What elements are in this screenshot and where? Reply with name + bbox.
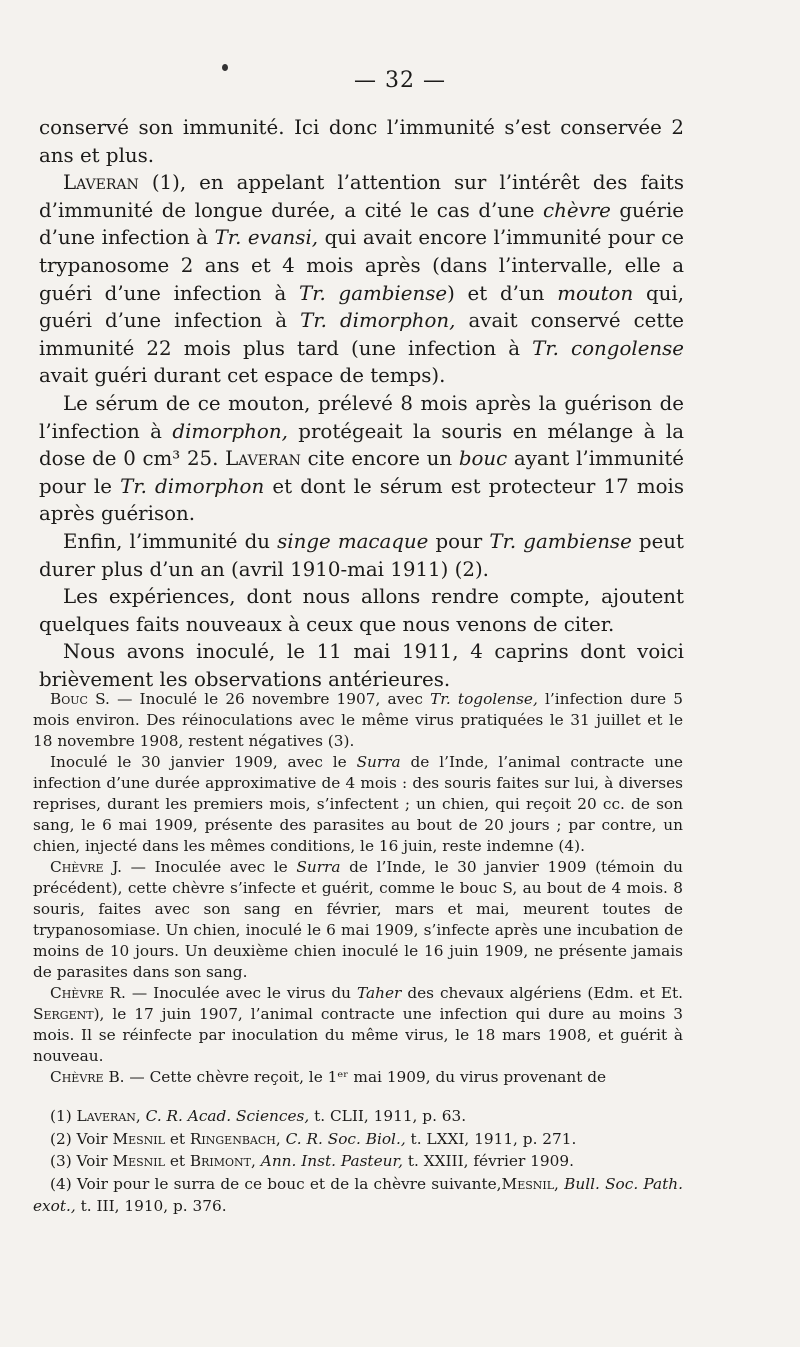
italic-text: Bull. Soc. Path. exot., (33, 1174, 683, 1215)
italic-text: Surra (296, 858, 341, 876)
text-run: conservé son immunité. Ici donc l’immunité s’est conservée 2 ans et plus. (39, 116, 684, 167)
italic-text: Tr. dimorphon (120, 474, 265, 498)
italic-text: Ann. Inst. Pasteur, (260, 1152, 403, 1170)
text-run: ), le 17 juin 1907, l’animal contracte une infection qui dure au moins 3 mois. Il se réinfecte par inoculation du même virus, le 18 mars 1908, et guérit à nouveau. (33, 1005, 683, 1065)
text-run: cite encore un (300, 447, 459, 471)
text-run: (3) Voir (50, 1152, 113, 1170)
italic-text: bouc (458, 447, 508, 471)
text-run: (1) (50, 1107, 77, 1125)
text-run: avait guéri durant cet espace de temps). (39, 364, 446, 388)
text-run: — Inoculée avec le virus du (125, 984, 357, 1002)
text-run: , (251, 1152, 261, 1170)
text-run: et (164, 1152, 190, 1170)
footnotes (33, 1105, 683, 1218)
body-paragraph (39, 114, 684, 169)
footnote (33, 1150, 683, 1173)
body-paragraph (39, 169, 684, 390)
body-paragraph (39, 390, 684, 528)
page-number: — 32 — (354, 68, 446, 93)
italic-text: Tr. evansi, (214, 226, 319, 250)
text-run: ) et d’un (447, 281, 558, 305)
text-run: Enfin, l’immunité du (63, 529, 278, 553)
text-run: qui, guéri d’une infection à (39, 281, 684, 333)
text-run: Les expériences, dont nous allons rendre compte, ajoutent quelques faits nouveaux à ceux que nous venons de citer. (39, 585, 684, 636)
small-caps-name: Laveran (63, 171, 139, 195)
text-run: et dont le sérum est protecteur 17 mois après guérison. (39, 474, 684, 526)
body-text (39, 114, 684, 693)
italic-text: chèvre (543, 198, 611, 222)
text-run: t. XXIII, février 1909. (402, 1152, 574, 1170)
text-run: Nous avons inoculé, le 11 mai 1911, 4 caprins dont voici brièvement les observations antérieures. (39, 640, 684, 691)
italic-text: Taher (357, 984, 402, 1002)
body-paragraph (39, 528, 684, 583)
text-run: — Inoculée avec le (122, 858, 297, 876)
small-caps-name: Chèvre R. (50, 984, 126, 1002)
small-caps-name: Ringenbach (189, 1129, 276, 1148)
text-run: de l’Inde, le 30 janvier 1909 (témoin du précédent), cette chèvre s’infecte et guérit, comme le bouc S, au bout de 4 mois. 8 souris, faites avec son sang en février, mars et mai, meurent toutes de trypanosomiase. Un chien, inoculé le 6 mai 1909, s’infecte après une incubation de moins de 10 jours. Un deuxième chien inoculé le 16 juin 1909, ne présente jamais de parasites dans son sang. (33, 858, 683, 981)
case-note-paragraph (33, 752, 683, 857)
small-caps-name: Brimont (189, 1152, 252, 1170)
text-run: , (135, 1107, 146, 1125)
italic-text: Tr. dimorphon, (300, 309, 456, 333)
small-caps-name: Mesnil (112, 1152, 165, 1170)
small-caps-name: Laveran (76, 1107, 136, 1125)
text-run: (4) Voir pour le surra de ce bouc et de la chèvre suivante, (50, 1174, 502, 1193)
italic-text: Tr. gambiense (299, 281, 448, 305)
text-run: ayant l’immunité pour le (39, 447, 684, 498)
case-note-paragraph (33, 983, 683, 1067)
case-note-paragraph (33, 857, 683, 983)
text-run: qui avait encore l’immunité pour ce trypanosome 2 ans et 4 mois après (dans l’intervalle, elle a guéri d’une infection à (39, 226, 685, 305)
text-run: peut durer plus d’un an (avril 1910-mai 1911) (2). (39, 529, 684, 581)
text-run: Inoculé le 30 janvier 1909, avec le (50, 753, 357, 771)
text-run: des chevaux algériens (Edm. et Et. (401, 984, 684, 1002)
text-run: et (164, 1129, 190, 1148)
italic-text: Tr. togolense, (430, 690, 538, 708)
case-note-paragraph (33, 1067, 683, 1088)
italic-text: Tr. congolense (532, 336, 684, 360)
body-paragraph (39, 638, 684, 693)
small-caps-name: Sergent (33, 1005, 94, 1023)
small-caps-name: Mesnil (501, 1174, 555, 1193)
footnote (33, 1173, 683, 1218)
text-run: (2) Voir (50, 1129, 113, 1148)
italic-text: Surra (356, 753, 401, 771)
text-run: protégeait la souris en mélange à la dose de 0 cm³ 25. (39, 419, 684, 471)
text-run: t. III, 1910, p. 376. (75, 1197, 227, 1215)
text-run: l’infection dure 5 mois environ. Des réinoculations avec le même virus pratiquées le 31 juillet et le 18 novembre 1908, restent négatives (3). (33, 690, 683, 750)
text-run: (1), en appelant l’attention sur l’intérêt des faits d’immunité de longue durée, a cité le cas d’une (39, 171, 684, 222)
text-run: — Cette chèvre reçoit, le 1ᵉʳ mai 1909, du virus provenant de (124, 1068, 607, 1086)
text-run: , (275, 1129, 286, 1148)
body-paragraph (39, 583, 684, 638)
text-run: Le sérum de ce mouton, prélevé 8 mois après la guérison de l’infection à (39, 391, 684, 443)
text-run: guérie d’une infection à (39, 198, 684, 250)
text-run: avait conservé cette immunité 22 mois plus tard (une infection à (39, 309, 684, 360)
text-run: t. CLII, 1911, p. 63. (309, 1107, 467, 1125)
small-caps-name: Bouc S. (50, 690, 110, 708)
italic-text: C. R. Acad. Sciences, (145, 1107, 310, 1125)
italic-text: Tr. gambiense (489, 529, 632, 553)
italic-text: mouton (557, 281, 634, 305)
text-run: pour (428, 529, 490, 553)
italic-text: singe macaque (277, 529, 429, 553)
italic-text: C. R. Soc. Biol., (285, 1129, 406, 1148)
text-run: t. LXXI, 1911, p. 271. (405, 1129, 577, 1148)
small-caps-name: Mesnil (112, 1129, 165, 1148)
italic-text: dimorphon, (172, 419, 288, 443)
text-run: de l’Inde, l’animal contracte une infection d’une durée approximative de 4 mois : des souris faites sur lui, à diverses reprises, durant les premiers mois, s’infectent ; un chien, qui reçoit 20 cc. de son sang, le 6 mai 1909, présente des parasites au bout de 20 jours ; par contre, un chien, injecté dans les mêmes conditions, le 16 juin, reste indemne (4). (33, 753, 683, 855)
text-run: — Inoculé le 26 novembre 1907, avec (109, 690, 431, 708)
small-caps-name: Laveran (225, 447, 301, 471)
small-caps-name: Chèvre B. (50, 1068, 125, 1086)
case-notes (33, 689, 683, 1088)
footnote (33, 1105, 683, 1128)
text-run: , (554, 1174, 565, 1193)
small-caps-name: Chèvre J. (50, 858, 123, 876)
case-note-paragraph (33, 689, 683, 752)
footnote (33, 1128, 683, 1151)
